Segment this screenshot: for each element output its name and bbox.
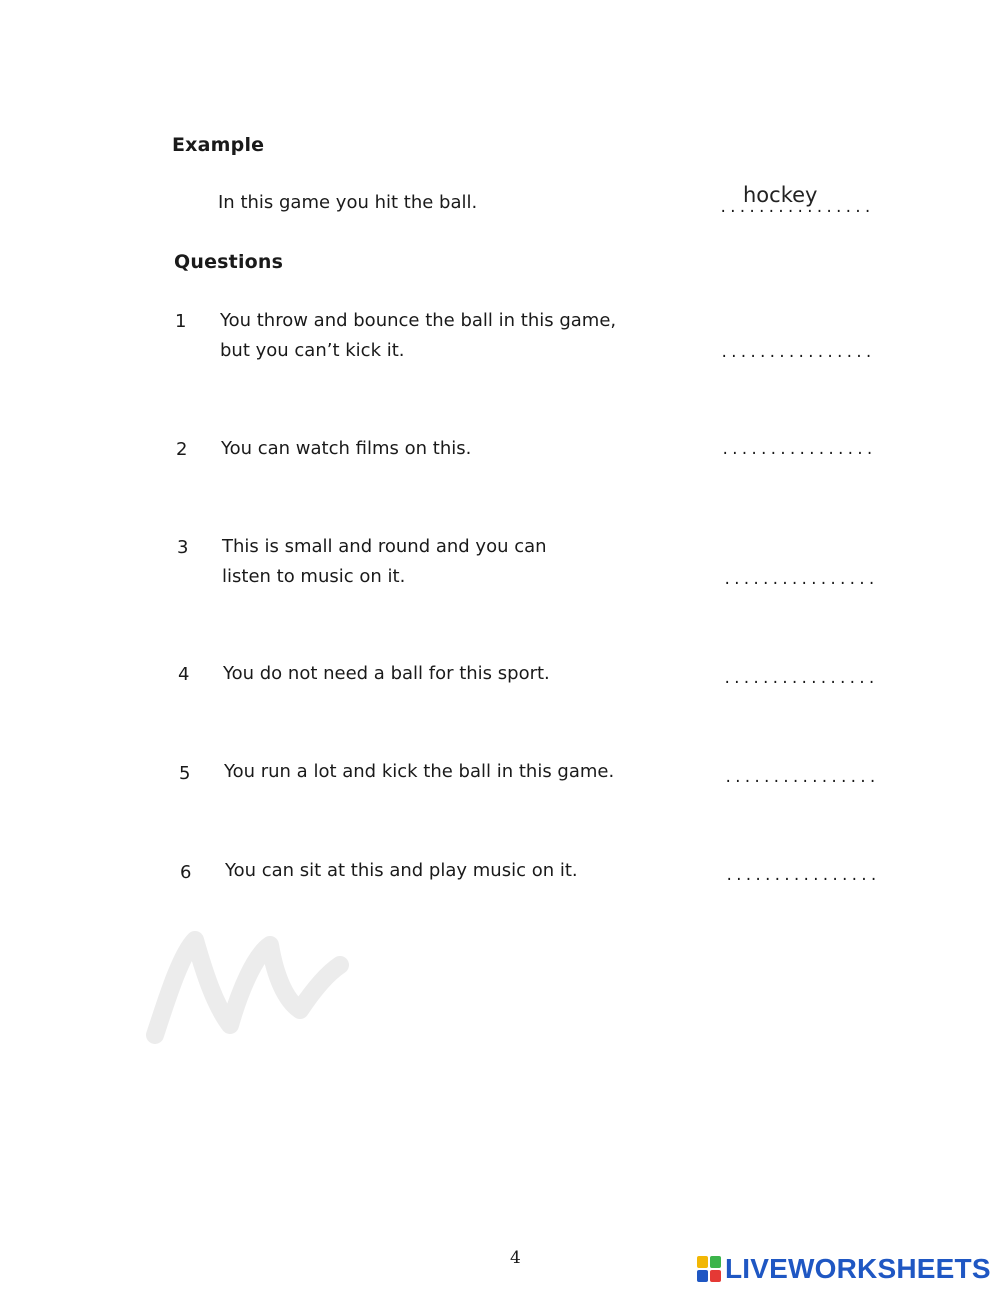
question-text-line2: listen to music on it. bbox=[222, 566, 406, 587]
example-heading: Example bbox=[172, 134, 265, 156]
question-text-line1: You run a lot and kick the ball in this game. bbox=[224, 761, 615, 782]
example-answer-dots: ................ bbox=[719, 200, 874, 216]
question-number: 4 bbox=[178, 664, 190, 685]
liveworksheets-logo bbox=[697, 1253, 991, 1285]
question-number: 2 bbox=[176, 439, 188, 460]
answer-blank-4[interactable]: ................ bbox=[723, 671, 878, 687]
answer-blank-1[interactable]: ................ bbox=[720, 345, 875, 361]
page-number: 4 bbox=[510, 1248, 521, 1268]
watermark bbox=[125, 915, 355, 1065]
question-text-line1: This is small and round and you can bbox=[222, 536, 547, 557]
question-text-line2: but you can’t kick it. bbox=[220, 340, 405, 361]
example-text: In this game you hit the ball. bbox=[218, 192, 478, 213]
answer-blank-6[interactable]: ................ bbox=[725, 868, 880, 884]
question-number: 5 bbox=[179, 763, 191, 784]
liveworksheets-logo-icon bbox=[697, 1256, 721, 1282]
example-answer: hockey bbox=[743, 183, 818, 207]
question-text-line1: You can watch films on this. bbox=[221, 438, 472, 459]
answer-blank-2[interactable]: ................ bbox=[721, 442, 876, 458]
question-number: 3 bbox=[177, 537, 189, 558]
question-number: 6 bbox=[180, 862, 192, 883]
logo-text: LIVEWORKSHEETS bbox=[725, 1253, 991, 1284]
question-text-line1: You do not need a ball for this sport. bbox=[223, 663, 550, 684]
questions-heading: Questions bbox=[174, 251, 284, 273]
question-text-line1: You can sit at this and play music on it. bbox=[225, 860, 578, 881]
question-number: 1 bbox=[175, 311, 187, 332]
question-text-line1: You throw and bounce the ball in this game, bbox=[220, 310, 617, 331]
answer-blank-5[interactable]: ................ bbox=[724, 770, 879, 786]
answer-blank-3[interactable]: ................ bbox=[723, 572, 878, 588]
